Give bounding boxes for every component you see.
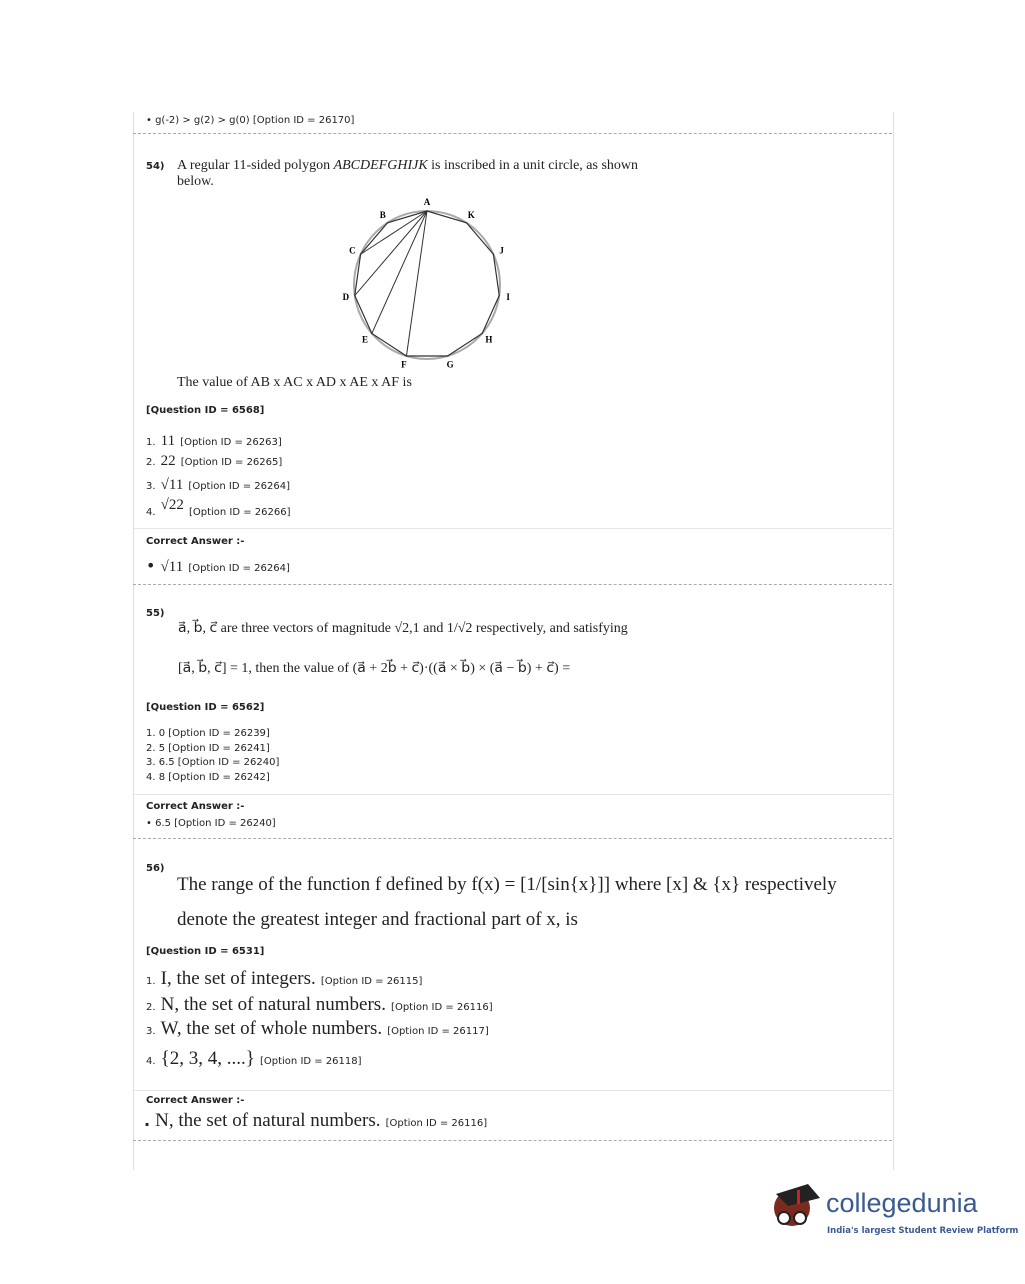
divider — [133, 1140, 892, 1141]
divider — [133, 133, 892, 134]
option: 1. 11 [Option ID = 26263] — [146, 433, 282, 449]
logo-text: collegedunia — [826, 1188, 978, 1218]
vertex-label: E — [362, 334, 369, 345]
option: 2. 5 [Option ID = 26241] — [146, 742, 270, 754]
option: 3. 6.5 [Option ID = 26240] — [146, 757, 280, 769]
question-text: A regular 11-sided polygon ABCDEFGHIJK is inscribed in a unit circle, as shown below. — [177, 158, 639, 189]
options-list — [146, 968, 493, 1070]
chord-line — [355, 211, 427, 296]
vertex-label: C — [349, 245, 356, 256]
vertex-label: F — [401, 359, 407, 370]
vertex-label: A — [423, 197, 431, 207]
question-text-line1: a⃗, b⃗, c⃗ are three vectors of magnitude √2,1 and 1/√2 respectively, and satisfying — [178, 621, 628, 636]
mascot-icon — [768, 1180, 824, 1240]
question-text-line2: denote the greatest integer and fractional part of x, is — [177, 909, 578, 930]
correct-answer: • √11 [Option ID = 26264] — [146, 556, 290, 575]
logo-tagline: India's largest Student Review Platform — [827, 1226, 1019, 1236]
option: 4. √22 [Option ID = 26266] — [146, 497, 291, 518]
vertex-label: K — [467, 210, 475, 221]
option: 3. √11 [Option ID = 26264] — [146, 477, 290, 493]
question-prompt: The value of AB x AC x AD x AE x AF is — [177, 375, 412, 390]
option: 1. 0 [Option ID = 26239] — [146, 728, 270, 739]
vertex-label: G — [446, 359, 454, 370]
correct-answer-label: Correct Answer :- — [146, 801, 245, 812]
vertex-label: B — [379, 210, 386, 221]
option: 4. {2, 3, 4, ....} [Option ID = 26118] — [146, 1048, 362, 1069]
divider — [133, 528, 892, 529]
option: 2. 22 [Option ID = 26265] — [146, 453, 283, 469]
divider — [133, 1090, 892, 1091]
question-number: 56) — [146, 863, 165, 874]
polygon-diagram — [330, 195, 530, 370]
question-number: 55) — [146, 608, 165, 619]
correct-answer: . N, the set of natural numbers. [Option ID = 26116] — [144, 1110, 488, 1131]
previous-answer: • g(-2) > g(2) > g(0) [Option ID = 26170] — [146, 115, 355, 126]
question-id: [Question ID = 6531] — [146, 946, 265, 957]
vertex-label: H — [485, 334, 493, 345]
correct-answer: • 6.5 [Option ID = 26240] — [146, 818, 276, 829]
option: 2. N, the set of natural numbers. [Option ID = 26116] — [146, 994, 493, 1015]
vertex-label: D — [342, 291, 350, 302]
correct-answer-label: Correct Answer :- — [146, 1095, 245, 1106]
question-text-line1: The range of the function f defined by f(x) = [1/[sin{x}]] where [x] & {x} respectively — [177, 874, 837, 895]
divider — [133, 794, 892, 795]
collegedunia-logo — [768, 1180, 1019, 1244]
vertex-label: J — [499, 245, 504, 256]
vertex-label: I — [506, 291, 510, 302]
option: 1. I, the set of integers. [Option ID = 26115] — [146, 968, 423, 989]
question-text-line2: [a⃗, b⃗, c⃗] = 1, then the value of (a⃗ + 2b⃗ + c⃗)·((a⃗ × b⃗) × (a⃗ − b⃗) + c⃗) = — [178, 661, 571, 676]
divider — [133, 838, 892, 839]
question-number: 54) — [146, 161, 165, 172]
option: 4. 8 [Option ID = 26242] — [146, 771, 270, 783]
correct-answer-label: Correct Answer :- — [146, 536, 245, 547]
options-list — [146, 430, 291, 520]
divider — [133, 584, 892, 585]
options-list — [146, 727, 279, 785]
option: 3. W, the set of whole numbers. [Option ID = 26117] — [146, 1018, 489, 1039]
question-id: [Question ID = 6562] — [146, 702, 265, 713]
question-id: [Question ID = 6568] — [146, 405, 265, 416]
